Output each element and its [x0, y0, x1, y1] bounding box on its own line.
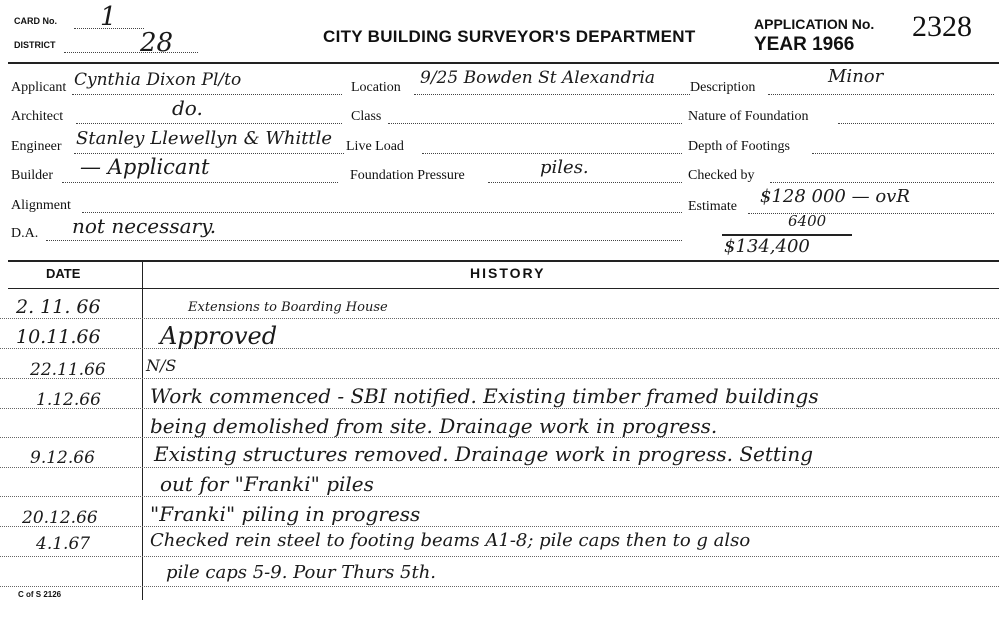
row-history: Extensions to Boarding House — [188, 300, 388, 315]
department-title: CITY BUILDING SURVEYOR'S DEPARTMENT — [323, 27, 696, 46]
row-date: 9.12.66 — [30, 448, 95, 468]
location-label: Location — [351, 80, 401, 95]
checked-by-label: Checked by — [688, 168, 755, 183]
row-history: Approved — [160, 322, 278, 350]
row-history: N/S — [146, 356, 177, 375]
row-history: Existing structures removed. Drainage work in progress. Setting — [154, 442, 814, 466]
estimate-label: Estimate — [688, 199, 737, 214]
form-code: C of S 2126 — [18, 590, 62, 599]
header-rule — [8, 62, 999, 64]
estimate-line-2: 6400 — [788, 212, 827, 230]
row-history: pile caps 5-9. Pour Thurs 5th. — [166, 562, 437, 583]
row-history: being demolished from site. Drainage work in progress. — [150, 414, 718, 438]
foundation-pressure-value: piles. — [540, 157, 589, 178]
alignment-label: Alignment — [11, 198, 71, 213]
year-label: YEAR 1966 — [754, 34, 855, 55]
district-value: 28 — [140, 28, 174, 58]
row-date: 1.12.66 — [36, 390, 101, 410]
applicant-value: Cynthia Dixon Pl/to — [74, 70, 242, 90]
row-history: Checked rein steel to footing beams A1-8; pile caps then to g also — [150, 530, 751, 551]
description-value: Minor — [828, 66, 884, 87]
table-header-rule — [8, 288, 999, 289]
builder-value: — Applicant — [80, 155, 210, 179]
engineer-label: Engineer — [11, 139, 62, 154]
row-date: 4.1.67 — [36, 534, 91, 554]
application-number: 2328 — [912, 10, 972, 43]
application-label: APPLICATION No. — [754, 16, 875, 32]
nature-of-foundation-label: Nature of Foundation — [688, 109, 809, 124]
architect-value: do. — [172, 96, 203, 120]
class-label: Class — [351, 109, 382, 124]
architect-label: Architect — [11, 109, 64, 124]
depth-of-footings-label: Depth of Footings — [688, 139, 790, 154]
foundation-pressure-label: Foundation Pressure — [350, 168, 465, 183]
date-header: DATE — [46, 266, 81, 281]
row-date: 20.12.66 — [22, 508, 98, 528]
location-value: 9/25 Bowden St Alexandria — [420, 68, 656, 88]
row-date: 10.11.66 — [16, 326, 101, 348]
estimate-total: $134,400 — [724, 236, 810, 257]
district-label: DISTRICT — [14, 40, 56, 50]
da-label: D.A. — [11, 226, 39, 241]
row-history: out for "Franki" piles — [160, 472, 374, 496]
table-top-rule — [8, 260, 999, 262]
card-no-label: CARD No. — [14, 16, 57, 26]
builder-label: Builder — [11, 168, 53, 183]
row-date: 2. 11. 66 — [16, 296, 101, 318]
applicant-label: Applicant — [11, 80, 67, 95]
da-value: not necessary. — [72, 214, 217, 238]
description-label: Description — [690, 80, 756, 95]
row-date: 22.11.66 — [30, 360, 106, 380]
card-no-value: 1 — [100, 2, 117, 32]
live-load-label: Live Load — [346, 139, 404, 154]
row-history: "Franki" piling in progress — [150, 502, 421, 526]
engineer-value: Stanley Llewellyn & Whittle — [76, 128, 333, 149]
history-header: HISTORY — [470, 265, 546, 281]
estimate-line-1: $128 000 — ovR — [760, 186, 910, 207]
row-history: Work commenced - SBI notified. Existing timber framed buildings — [150, 384, 819, 408]
date-column-divider — [142, 262, 143, 600]
